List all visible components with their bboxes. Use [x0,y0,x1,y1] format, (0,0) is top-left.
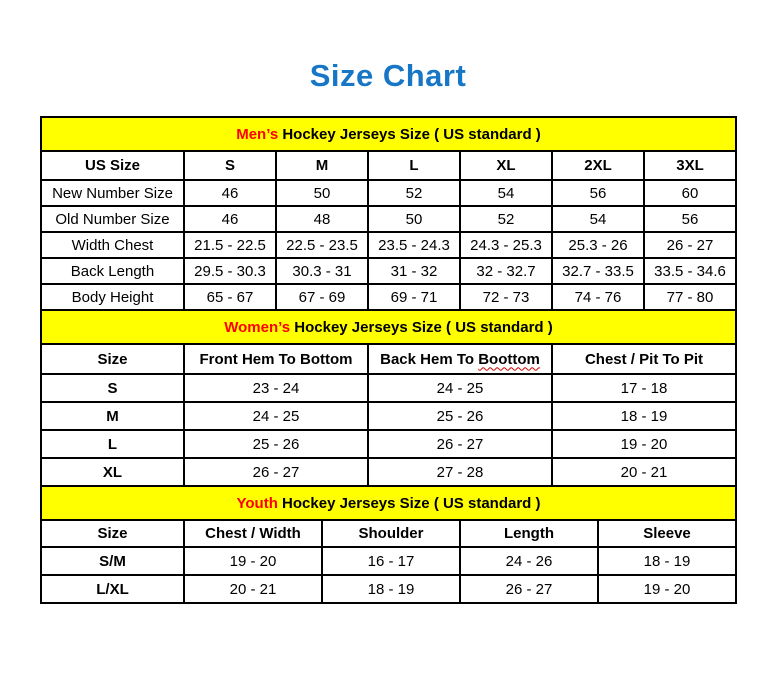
mens-col-header: M [276,151,368,180]
data-cell: 29.5 - 30.3 [184,258,276,284]
womens-col-header-prefix: Back Hem To [380,350,479,368]
data-cell: 19 - 20 [184,547,322,575]
table-row [41,458,736,486]
womens-col-header: Size [41,344,184,374]
data-cell: 32 - 32.7 [460,258,552,284]
data-cell: 48 [276,206,368,232]
data-cell: 26 - 27 [644,232,736,258]
data-cell: 60 [644,180,736,206]
data-cell: 23.5 - 24.3 [368,232,460,258]
data-cell: 27 - 28 [368,458,552,486]
mens-band [41,117,736,151]
data-cell: 65 - 67 [184,284,276,310]
data-cell: 19 - 20 [552,430,736,458]
row-label: Body Height [41,284,184,310]
data-cell: 77 - 80 [644,284,736,310]
data-cell: 23 - 24 [184,374,368,402]
data-cell: 24 - 25 [368,374,552,402]
mens-col-header: US Size [41,151,184,180]
womens-col-header-misspelled-word: Boottom [478,350,540,368]
mens-band-row [41,117,736,151]
womens-col-header [368,344,552,374]
data-cell: 25 - 26 [368,402,552,430]
data-cell: 52 [460,206,552,232]
data-cell: 26 - 27 [184,458,368,486]
womens-band-row [41,310,736,344]
data-cell: 74 - 76 [552,284,644,310]
youth-header-row [41,520,736,547]
table-row [41,402,736,430]
mens-col-header: L [368,151,460,180]
mens-band-rest: Hockey Jerseys Size ( US standard ) [278,125,541,143]
data-cell: 72 - 73 [460,284,552,310]
data-cell: 26 - 27 [368,430,552,458]
youth-band [41,486,736,520]
data-cell: 67 - 69 [276,284,368,310]
womens-header-row [41,344,736,374]
youth-col-header: Size [41,520,184,547]
row-label: S/M [41,547,184,575]
data-cell: 25 - 26 [184,430,368,458]
table-row [41,374,736,402]
data-cell: 18 - 19 [552,402,736,430]
data-cell: 31 - 32 [368,258,460,284]
row-label: L/XL [41,575,184,603]
mens-header-row [41,151,736,180]
table-row [41,575,736,603]
data-cell: 18 - 19 [598,547,736,575]
data-cell: 50 [368,206,460,232]
youth-col-header: Shoulder [322,520,460,547]
size-chart-tables [40,116,737,604]
page-title: Size Chart [309,58,467,93]
table-row [41,232,736,258]
data-cell: 26 - 27 [460,575,598,603]
data-cell: 69 - 71 [368,284,460,310]
mens-band-highlight: Men’s [236,125,279,143]
mens-size-table [40,116,737,311]
mens-col-header: XL [460,151,552,180]
data-cell: 32.7 - 33.5 [552,258,644,284]
womens-band [41,310,736,344]
table-row [41,547,736,575]
row-label: M [41,402,184,430]
womens-size-table [40,309,737,487]
data-cell: 24.3 - 25.3 [460,232,552,258]
data-cell: 50 [276,180,368,206]
data-cell: 33.5 - 34.6 [644,258,736,284]
youth-col-header: Chest / Width [184,520,322,547]
youth-band-rest: Hockey Jerseys Size ( US standard ) [277,494,541,512]
data-cell: 19 - 20 [598,575,736,603]
youth-col-header: Length [460,520,598,547]
row-label: L [41,430,184,458]
womens-col-header: Chest / Pit To Pit [552,344,736,374]
data-cell: 54 [552,206,644,232]
data-cell: 17 - 18 [552,374,736,402]
row-label: Width Chest [41,232,184,258]
table-row [41,180,736,206]
data-cell: 21.5 - 22.5 [184,232,276,258]
youth-col-header: Sleeve [598,520,736,547]
table-row [41,206,736,232]
womens-band-highlight: Women’s [224,318,291,336]
womens-col-header: Front Hem To Bottom [184,344,368,374]
data-cell: 20 - 21 [552,458,736,486]
mens-col-header: S [184,151,276,180]
data-cell: 46 [184,206,276,232]
womens-band-rest: Hockey Jerseys Size ( US standard ) [290,318,553,336]
data-cell: 30.3 - 31 [276,258,368,284]
data-cell: 54 [460,180,552,206]
data-cell: 16 - 17 [322,547,460,575]
data-cell: 46 [184,180,276,206]
data-cell: 56 [644,206,736,232]
data-cell: 18 - 19 [322,575,460,603]
mens-col-header: 3XL [644,151,736,180]
data-cell: 25.3 - 26 [552,232,644,258]
row-label: New Number Size [41,180,184,206]
data-cell: 24 - 25 [184,402,368,430]
row-label: Back Length [41,258,184,284]
row-label: S [41,374,184,402]
youth-band-row [41,486,736,520]
row-label: Old Number Size [41,206,184,232]
mens-col-header: 2XL [552,151,644,180]
data-cell: 20 - 21 [184,575,322,603]
data-cell: 56 [552,180,644,206]
row-label: XL [41,458,184,486]
youth-band-highlight: Youth [236,494,278,512]
data-cell: 24 - 26 [460,547,598,575]
data-cell: 22.5 - 23.5 [276,232,368,258]
table-row [41,284,736,310]
data-cell: 52 [368,180,460,206]
table-row [41,430,736,458]
table-row [41,258,736,284]
youth-size-table [40,485,737,604]
